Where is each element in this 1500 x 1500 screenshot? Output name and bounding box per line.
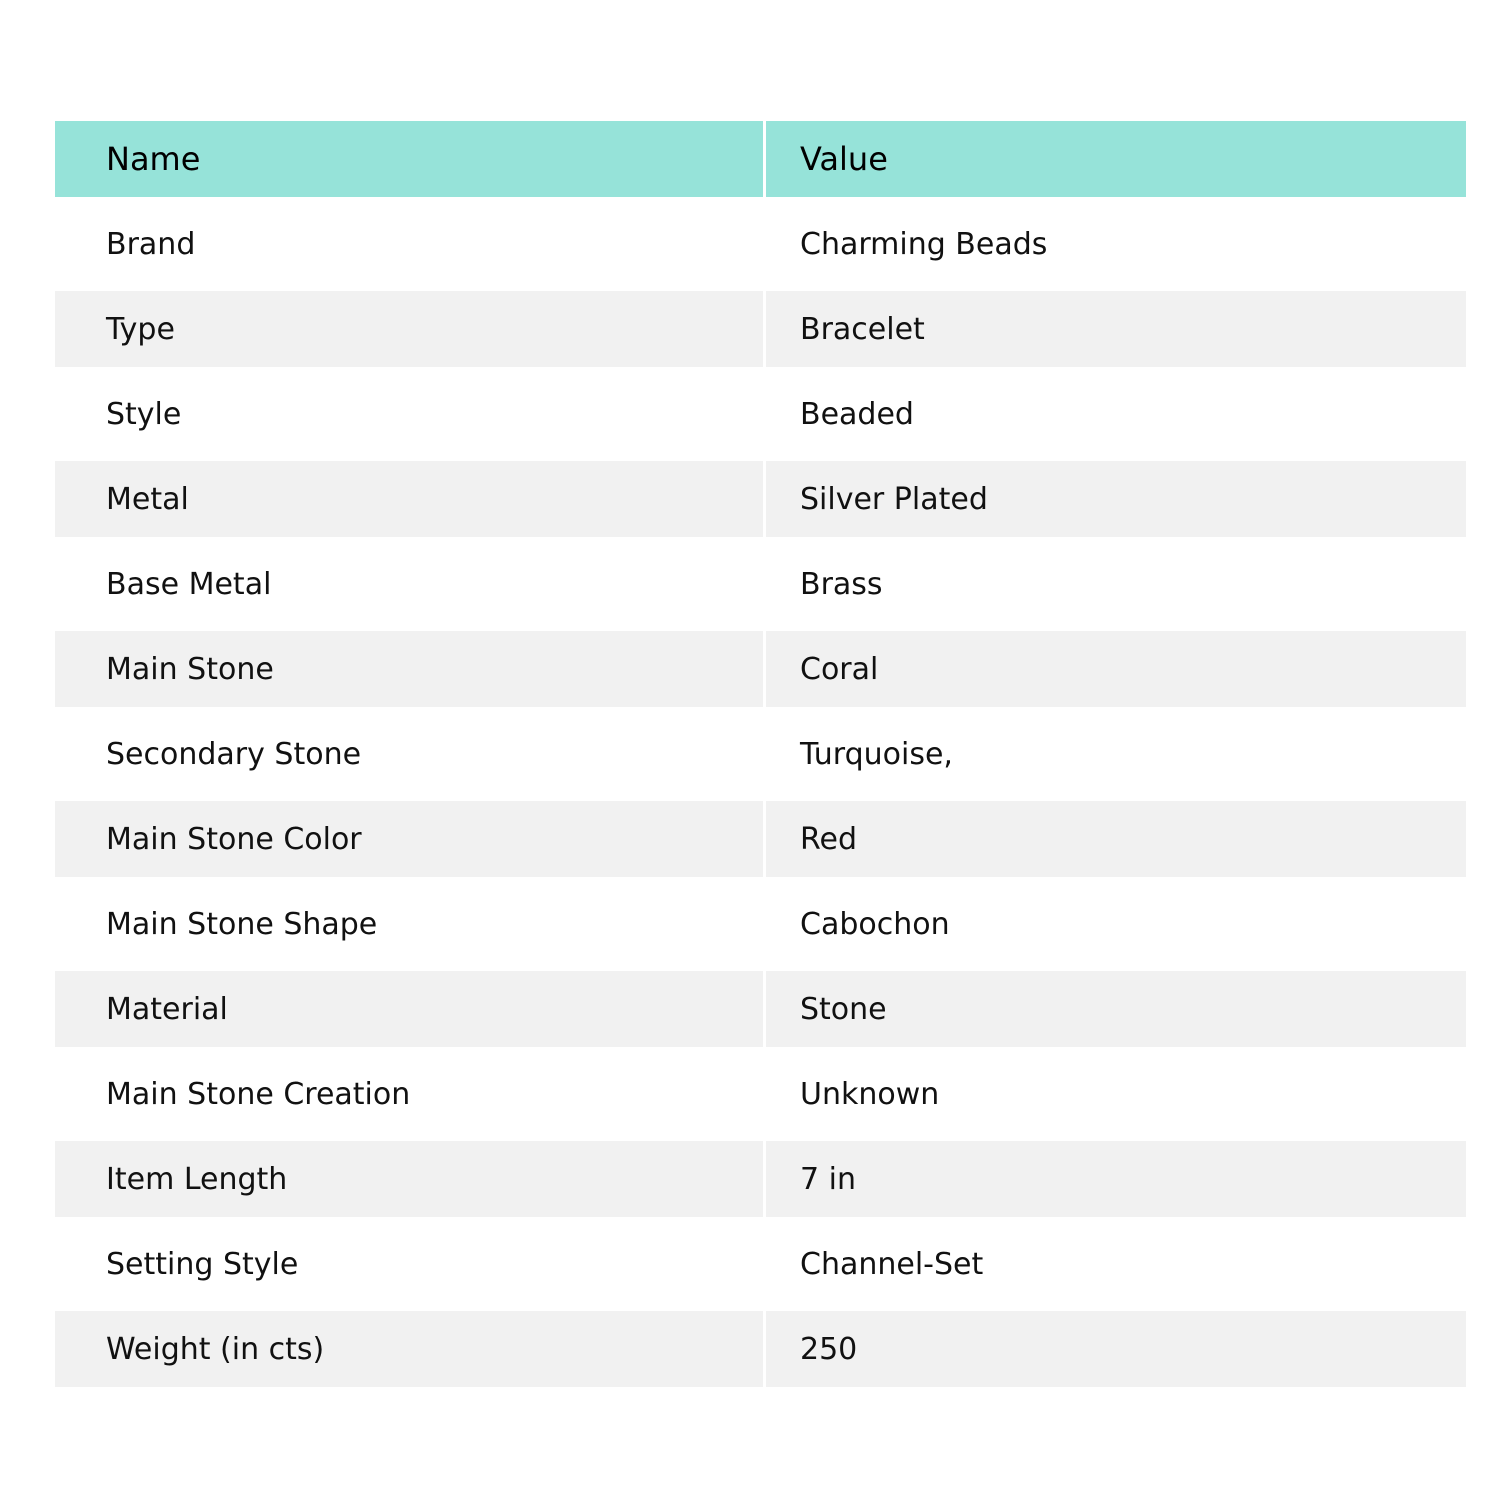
row-value: 250 bbox=[800, 1331, 858, 1367]
row-name: Main Stone Shape bbox=[106, 906, 378, 942]
table-row bbox=[55, 1217, 1466, 1311]
table-row bbox=[55, 877, 1466, 971]
table-row bbox=[55, 537, 1466, 631]
row-value: Stone bbox=[800, 991, 887, 1027]
row-value: Cabochon bbox=[800, 906, 950, 942]
table-row bbox=[55, 707, 1466, 801]
row-value: Turquoise, bbox=[800, 736, 953, 772]
row-value: Coral bbox=[800, 651, 879, 687]
row-value: Red bbox=[800, 821, 857, 857]
row-value: Silver Plated bbox=[800, 481, 988, 517]
row-value: Beaded bbox=[800, 396, 914, 432]
row-value: Charming Beads bbox=[800, 226, 1048, 262]
row-name: Setting Style bbox=[106, 1246, 299, 1282]
table-row bbox=[55, 367, 1466, 461]
row-name: Weight (in cts) bbox=[55, 1311, 766, 1387]
table-row bbox=[55, 197, 1466, 291]
table-row bbox=[55, 1047, 1466, 1141]
table-row bbox=[55, 1311, 1466, 1387]
row-name: Base Metal bbox=[106, 566, 272, 602]
table-row bbox=[55, 461, 1466, 537]
row-value: Channel-Set bbox=[800, 1246, 984, 1282]
table-row bbox=[55, 631, 1466, 707]
column-header-value: Value bbox=[800, 140, 888, 178]
row-name: Style bbox=[106, 396, 182, 432]
row-name: Type bbox=[55, 291, 766, 367]
row-name: Main Stone Color bbox=[55, 801, 766, 877]
table-row bbox=[55, 1141, 1466, 1217]
table-row bbox=[55, 291, 1466, 367]
row-name: Item Length bbox=[55, 1141, 766, 1217]
row-name: Metal bbox=[55, 461, 766, 537]
row-value: Bracelet bbox=[800, 311, 925, 347]
row-name: Brand bbox=[106, 226, 196, 262]
spec-table bbox=[55, 121, 1466, 1387]
table-header-row bbox=[55, 121, 1466, 197]
table-row bbox=[55, 801, 1466, 877]
row-name: Material bbox=[55, 971, 766, 1047]
row-name: Main Stone bbox=[55, 631, 766, 707]
row-name: Secondary Stone bbox=[106, 736, 362, 772]
column-header-name: Name bbox=[55, 121, 766, 197]
row-value: Brass bbox=[800, 566, 883, 602]
row-value: 7 in bbox=[800, 1161, 856, 1197]
row-name: Main Stone Creation bbox=[106, 1076, 411, 1112]
row-value: Unknown bbox=[800, 1076, 940, 1112]
table-row bbox=[55, 971, 1466, 1047]
